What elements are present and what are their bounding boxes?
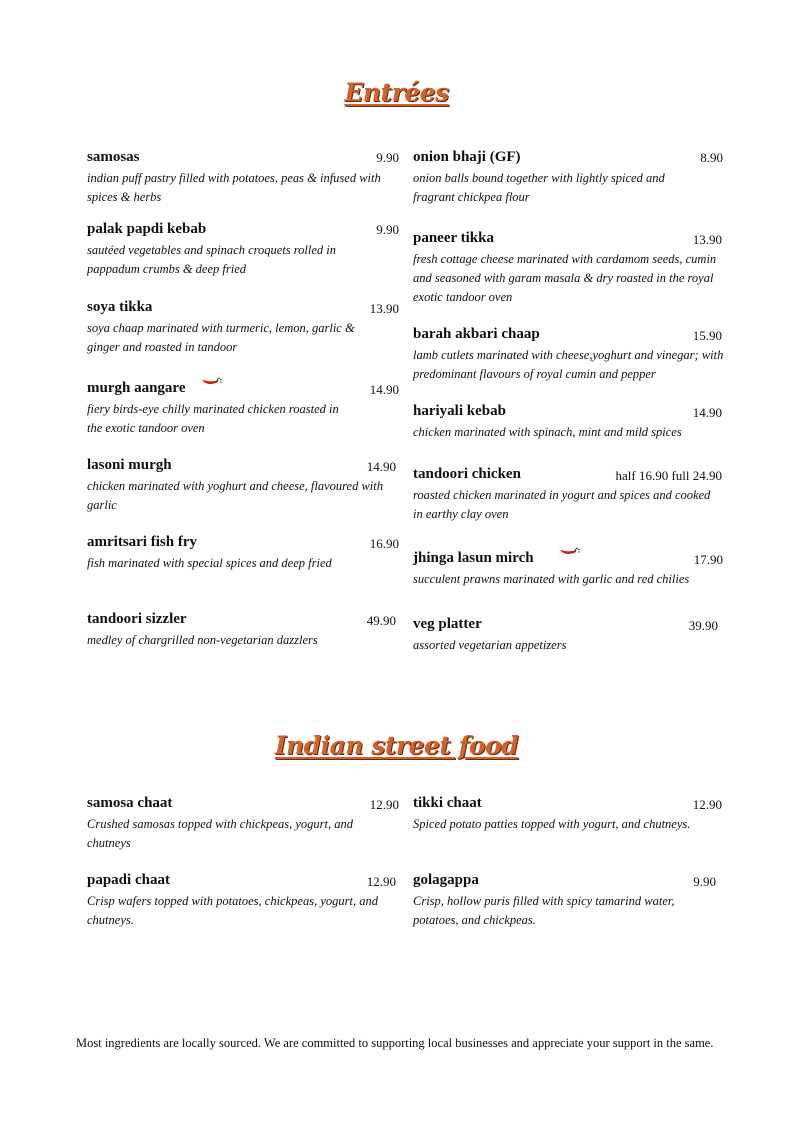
chili-pepper-icon	[559, 547, 581, 557]
item-name: tandoori chicken	[413, 466, 521, 482]
menu-item-golagappa	[413, 872, 716, 932]
item-description: fresh cottage cheese marinated with cardamom seeds, cumin and seasoned with garam masala & dry roasted in the royal exotic tandoor oven	[413, 252, 717, 304]
item-price: 9.90	[376, 222, 399, 237]
item-name: samosa chaat	[87, 795, 173, 811]
item-price: 9.90	[376, 150, 399, 165]
item-name: soya tikka	[87, 299, 153, 315]
menu-item-amritsari-fish-fry	[87, 534, 399, 574]
item-price: 14.90	[369, 382, 399, 397]
item-name: veg platter	[413, 616, 482, 632]
item-price: 8.90	[700, 150, 723, 165]
item-description: indian puff pastry filled with potatoes, peas & infused with spices & herbs	[87, 171, 381, 204]
item-name: tikki chaat	[413, 795, 482, 811]
item-name: murgh aangare	[87, 380, 186, 396]
item-name: paneer tikka	[413, 230, 494, 246]
item-price: 15.90	[692, 328, 722, 343]
menu-item-murgh-aangare	[87, 380, 399, 440]
item-description: roasted chicken marinated in yogurt and spices and cooked in earthy clay oven	[413, 488, 711, 521]
item-description: chicken marinated with yoghurt and cheese, flavoured with garlic	[87, 479, 384, 512]
item-price: 49.90	[366, 613, 396, 628]
item-price: 39.90	[688, 618, 718, 633]
menu-item-barah-akbari-chaap	[413, 326, 722, 386]
item-name: tandoori sizzler	[87, 611, 187, 627]
menu-item-papadi-chaat	[87, 872, 396, 932]
item-description: chicken marinated with spinach, mint and mild spices	[413, 425, 682, 439]
entrees-heading: Entrées	[344, 78, 449, 107]
item-price: half 16.90 full 24.90	[615, 468, 722, 483]
menu-item-lasoni-murgh	[87, 457, 396, 517]
menu-item-jhinga-lasun-mirch	[413, 550, 723, 590]
item-name: amritsari fish fry	[87, 534, 197, 550]
item-price: 14.90	[366, 459, 396, 474]
menu-item-samosas	[87, 149, 399, 209]
item-name: hariyali kebab	[413, 403, 506, 419]
item-description: succulent prawns marinated with garlic and red chilies	[413, 572, 690, 586]
item-name: papadi chaat	[87, 872, 170, 888]
item-description: Crushed samosas topped with chickpeas, yogurt, and chutneys	[87, 817, 353, 850]
item-name: golagappa	[413, 872, 479, 888]
item-name: barah akbari chaap	[413, 326, 540, 342]
item-price: 12.90	[692, 797, 722, 812]
menu-item-soya-tikka	[87, 299, 399, 359]
menu-item-palak-papdi-kebab	[87, 221, 399, 281]
item-price: 13.90	[369, 301, 399, 316]
item-price: 12.90	[366, 874, 396, 889]
menu-item-tikki-chaat	[413, 795, 722, 835]
item-description: Crisp, hollow puris filled with spicy tamarind water, potatoes, and chickpeas.	[413, 894, 675, 927]
item-description: medley of chargrilled non-vegetarian dazzlers	[87, 633, 318, 647]
item-price: 9.90	[693, 874, 716, 889]
item-price: 12.90	[369, 797, 399, 812]
item-description: lamb cutlets marinated with cheese,yoghurt and vinegar; with predominant flavours of royal cumin and pepper	[413, 348, 724, 381]
item-name: samosas	[87, 149, 140, 165]
item-description: Crisp wafers topped with potatoes, chickpeas, yogurt, and chutneys.	[87, 894, 378, 927]
item-description: fish marinated with special spices and deep fried	[87, 556, 332, 570]
menu-item-paneer-tikka	[413, 230, 722, 310]
chili-pepper-icon	[201, 377, 223, 387]
item-description: onion balls bound together with lightly spiced and fragrant chickpea flour	[413, 171, 665, 204]
item-description: Spiced potato patties topped with yogurt, and chutneys.	[413, 817, 691, 831]
item-price: 17.90	[693, 552, 723, 567]
street-food-heading: Indian street food	[274, 731, 519, 760]
item-name: onion bhaji (GF)	[413, 149, 521, 165]
menu-item-tandoori-sizzler	[87, 611, 396, 651]
menu-item-samosa-chaat	[87, 795, 399, 855]
item-name: lasoni murgh	[87, 457, 172, 473]
item-price: 16.90	[369, 536, 399, 551]
item-description: fiery birds-eye chilly marinated chicken roasted in the exotic tandoor oven	[87, 402, 339, 435]
item-description: assorted vegetarian appetizers	[413, 638, 567, 652]
item-name: jhinga lasun mirch	[413, 550, 534, 566]
item-name: palak papdi kebab	[87, 221, 207, 237]
item-description: sautéed vegetables and spinach croquets rolled in pappadum crumbs & deep fried	[87, 243, 337, 276]
item-price: 13.90	[692, 232, 722, 247]
item-description: soya chaap marinated with turmeric, lemon, garlic & ginger and roasted in tandoor	[87, 321, 355, 354]
item-price: 14.90	[692, 405, 722, 420]
menu-item-hariyali-kebab	[413, 403, 722, 443]
menu-item-veg-platter	[413, 616, 718, 656]
menu-item-tandoori-chicken	[413, 466, 722, 526]
footer-note: Most ingredients are locally sourced. We are committed to supporting local businesses and appreciate your support in the same.	[76, 1036, 714, 1050]
menu-item-onion-bhaji	[413, 149, 723, 209]
